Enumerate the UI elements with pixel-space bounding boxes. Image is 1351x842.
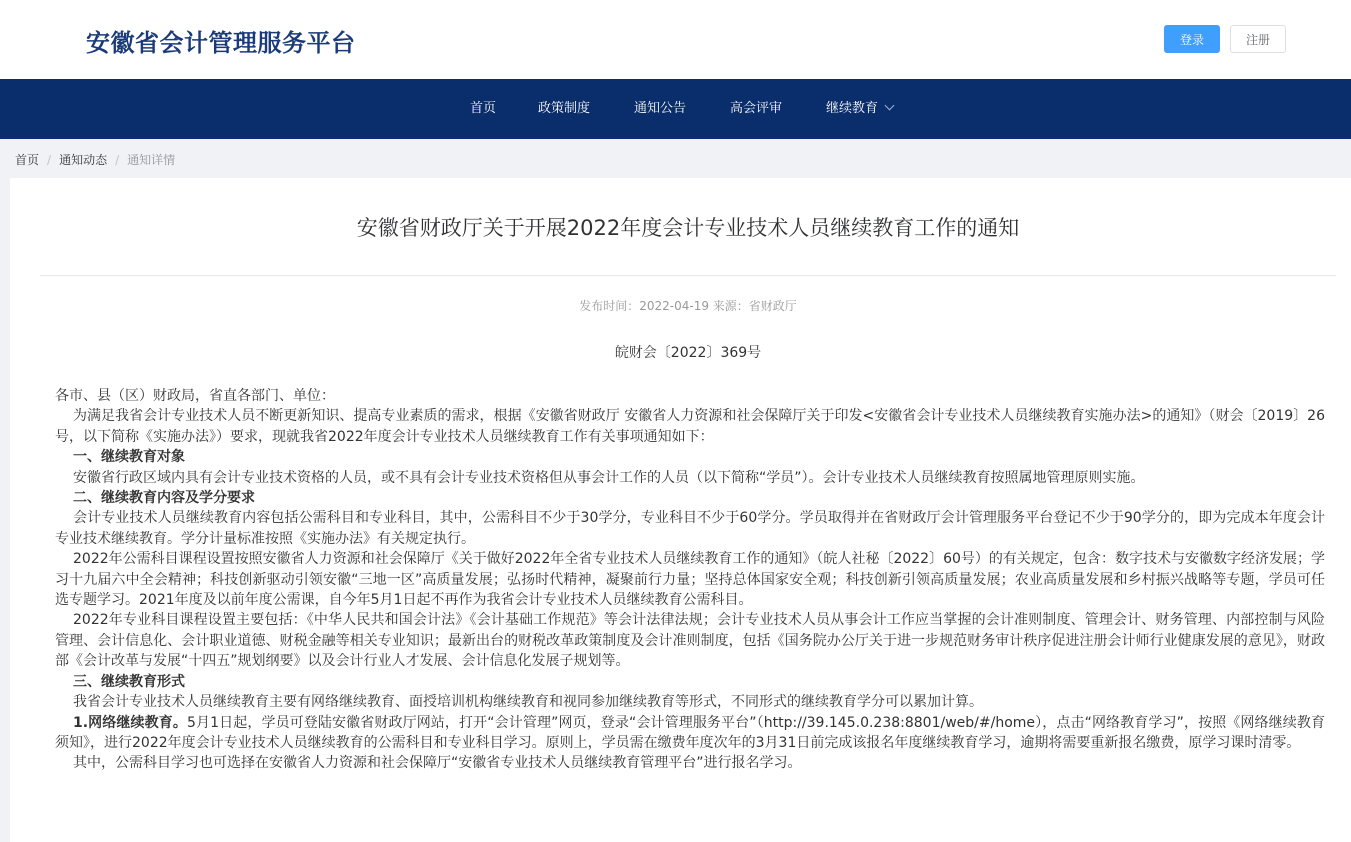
section-heading: 二、继续教育内容及学分要求 — [73, 490, 255, 507]
breadcrumb-separator: / — [47, 153, 52, 167]
breadcrumb-separator: / — [115, 153, 120, 167]
nav-item-senior-review[interactable]: 高会评审 — [730, 101, 783, 116]
intro-paragraph: 为满足我省会计专业技术人员不断更新知识、提高专业素质的需求，根据《安徽省财政厅 安徽省人力资源和社会保障厅关于印发<安徽省会计专业技术人员继续教育实施办法>的通知》（财会〔2019〕26号，以下简称《实施办法》）要求，现就我省2022年度会计专业技术人员继续教育工作有关事项通知如下： — [55, 408, 1325, 445]
doc-number: 皖财会〔2022〕369号 — [614, 345, 762, 361]
section-heading: 一、继续教育对象 — [73, 449, 185, 466]
section-heading: 三、继续教育形式 — [73, 673, 185, 690]
login-button[interactable]: 登录 — [1164, 25, 1220, 53]
title-divider — [40, 275, 1336, 276]
nav-item-notices[interactable]: 通知公告 — [634, 101, 687, 116]
breadcrumb-current: 通知详情 — [127, 153, 176, 167]
nav-item-continuing-education[interactable] — [826, 79, 893, 139]
paragraph: 我省会计专业技术人员继续教育主要有网络继续教育、面授培训机构继续教育和视同参加继续教育等形式，不同形式的继续教育学分可以累加计算。 — [73, 694, 983, 711]
paragraph — [55, 713, 1325, 754]
paragraph: 安徽省行政区域内具有会计专业技术资格的人员，或不具有会计专业技术资格但从事会计工作的人员（以下简称“学员”）。会计专业技术人员继续教育按照属地管理原则实施。 — [73, 469, 1145, 486]
article-body — [55, 386, 1325, 774]
breadcrumb — [15, 151, 175, 168]
register-button[interactable]: 注册 — [1230, 25, 1286, 53]
paragraph: 会计专业技术人员继续教育内容包括公需科目和专业科目，其中，公需科目不少于30学分，专业科目不少于60学分。学员取得并在省财政厅会计管理服务平台登记不少于90学分的，即为完成本年度会计专业技术继续教育。学分计量标准按照《实施办法》有关规定执行。 — [55, 510, 1325, 547]
paragraph: 2022年专业科目课程设置主要包括：《中华人民共和国会计法》《会计基础工作规范》等会计法律法规；会计专业技术人员从事会计工作应当掌握的会计准则制度、管理会计、财务管理、内部控制与风险管理、会计信息化、会计职业道德、财税金融等相关专业知识；最新出台的财税改革政策制度及会计准则制度，包括《国务院办公厅关于进一步规范财务审计秩序促进注册会计师行业健康发展的意见》，财政部《会计改革与发展“十四五”规划纲要》以及会计行业人才发展、会计信息化发展子规划等。 — [55, 612, 1325, 670]
nav-item-home[interactable]: 首页 — [470, 101, 497, 116]
site-header — [0, 0, 1351, 79]
salutation: 各市、县（区）财政局，省直各部门、单位： — [55, 388, 335, 404]
subsection-label: 1.网络继续教育。 — [73, 714, 187, 731]
paragraph: 2022年公需科目课程设置按照安徽省人力资源和社会保障厅《关于做好2022年全省专业技术人员继续教育工作的通知》（皖人社秘〔2022〕60号）的有关规定，包含：数字技术与安徽数字经济发展；学习十九届六中全会精神；科技创新驱动引领安徽“三地一区”高质量发展；弘扬时代精神，凝聚前行力量；坚持总体国家安全观；科技创新引领高质量发展；农业高质量发展和乡村振兴战略等专题，学员可任选专题学习。2021年度及以前年度公需课，自今年5月1日起不再作为我省会计专业技术人员继续教育公需科目。 — [55, 551, 1325, 609]
breadcrumb-section[interactable]: 通知动态 — [59, 153, 108, 167]
main-nav — [0, 79, 1351, 139]
nav-item-policy[interactable]: 政策制度 — [538, 101, 591, 116]
article-title: 安徽省财政厅关于开展2022年度会计专业技术人员继续教育工作的通知 — [356, 216, 1020, 240]
subsection-text: 5月1日起，学员可登陆安徽省财政厅网站，打开“会计管理”网页，登录“会计管理服务平台”（http://39.145.0.238:8801/web/#/home），点击“网络教育学习”，按照《网络继续教育须知》，进行2022年度会计专业技术人员继续教育的公需科目和专业科目学习。原则上，学员需在缴费年度次年的3月31日前完成该报名年度继续教育学习，逾期将需要重新报名缴费，原学习课时清零。 — [55, 714, 1325, 751]
paragraph: 其中，公需科目学习也可选择在安徽省人力资源和社会保障厅“安徽省专业技术人员继续教育管理平台”进行报名学习。 — [73, 755, 802, 772]
chevron-down-icon — [885, 101, 895, 111]
breadcrumb-home[interactable]: 首页 — [15, 153, 40, 167]
article-meta: 发布时间：2022-04-19 来源：省财政厅 — [579, 299, 797, 313]
nav-item-label: 继续教育 — [826, 101, 879, 116]
site-title[interactable]: 安徽省会计管理服务平台 — [86, 29, 356, 57]
